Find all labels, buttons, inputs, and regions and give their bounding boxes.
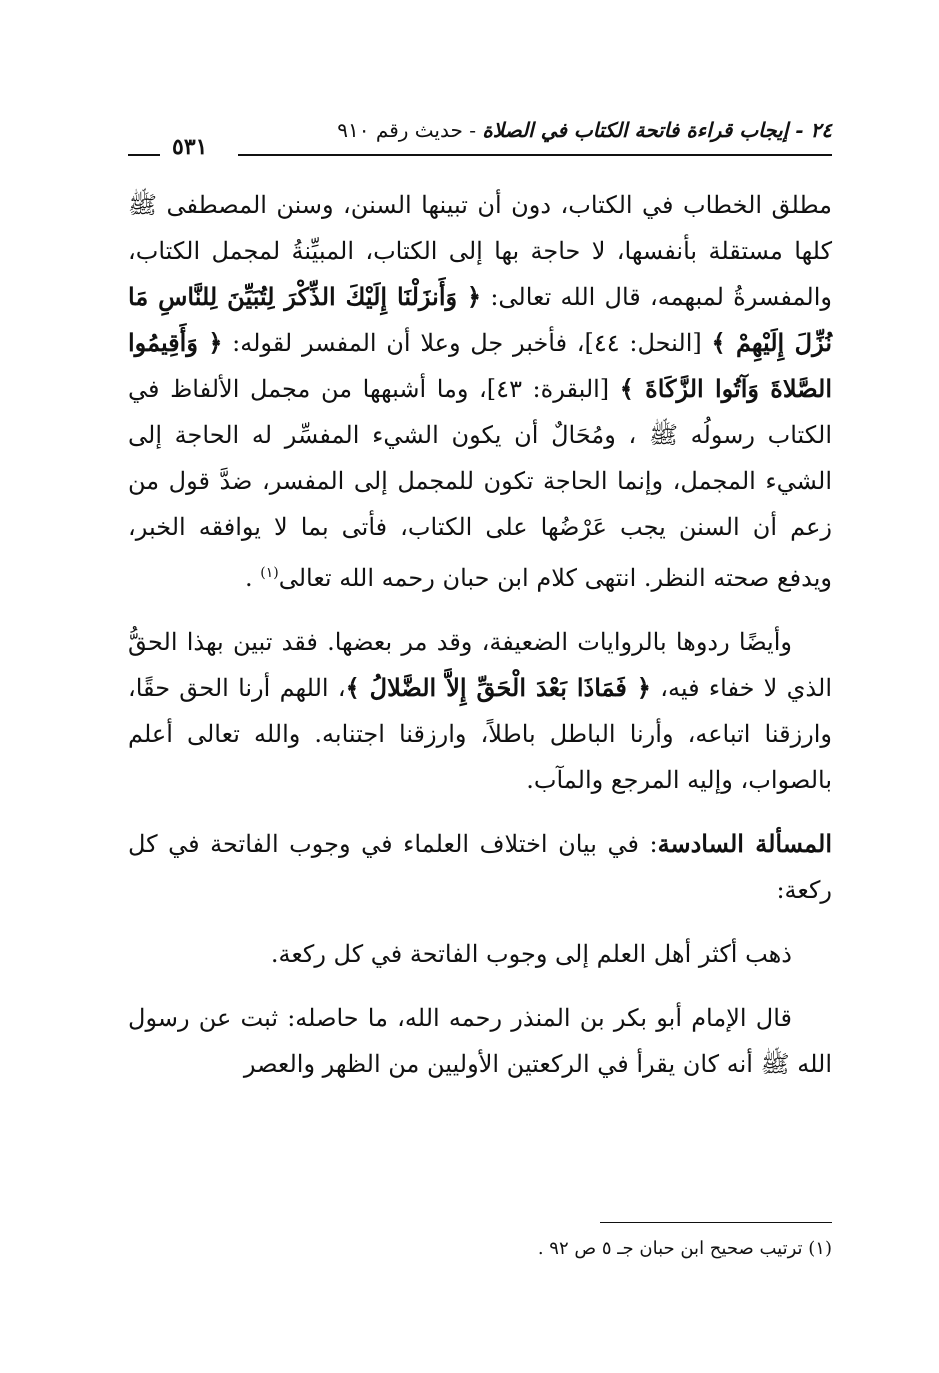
paragraph-1: [128, 182, 832, 601]
body-text: [128, 182, 832, 1087]
header-separator: -: [462, 118, 483, 142]
text-segment: [النحل: ٤٤]، فأخبر جل وعلا أن المفسر لقوله:: [222, 329, 712, 357]
text-segment: ، اللهم أرنا الحق حقًا، وارزقنا اتباعه، وأرنا الباطل باطلاً، وارزقنا اجتنابه. والله تعالى أعلم بالصواب، وإليه المرجع والمآب.: [128, 674, 833, 794]
header-rule-short: [128, 154, 160, 156]
header-title: [337, 118, 832, 142]
text-segment: قال الإمام أبو بكر بن المنذر رحمه الله، ما حاصله: ثبت عن رسول الله ﷺ أنه كان يقرأ في الركعتين الأوليين من الظهر والعصر: [128, 1004, 832, 1078]
page-number: ٥٣١: [172, 134, 208, 160]
text-segment: .: [244, 564, 261, 592]
text-segment: مطلق الخطاب في الكتاب، دون أن تبينها السنن، وسنن المصطفى ﷺ كلها مستقلة بأنفسها، لا حاجة بها إلى الكتاب، المبيِّنةُ لمجمل الكتاب، والمفسرةُ لمبهمه، قال الله تعالى:: [128, 191, 832, 311]
quran-verse: ﴿ وَأَقِيمُوا الصَّلاةَ وَآتُوا الزَّكَاةَ ﴾: [128, 328, 832, 403]
paragraph-2: [128, 619, 832, 803]
hadith-number: حديث رقم ٩١٠: [337, 118, 463, 142]
footnote-text: ترتيب صحيح ابن حبان جـ ٥ ص ٩٢ .: [537, 1238, 803, 1259]
text-segment: [البقرة: ٤٣]، وما أشبهها من مجمل الألفاظ في الكتاب رسولُه ﷺ ، ومُحَالٌ أن يكون الشيء المفسِّر له الحاجة إلى الشيء المجمل، وإنما الحاجة تكون للمجمل إلى المفسر، ضدَّ قول من زعم أن السنن يجب عَرْضُها على الكتاب، فأتى بما لا يوافقه الخبر، ويدفع صحته النظر. انتهى كلام ابن حبان رحمه الله تعالى: [128, 375, 832, 592]
footnote: [128, 1232, 832, 1266]
page-header: [128, 112, 832, 162]
section-heading: المسألة السادسة: [657, 829, 832, 858]
chapter-title: ٢٤ - إيجاب قراءة فاتحة الكتاب في الصلاة: [482, 118, 832, 142]
paragraph-3: [128, 821, 832, 913]
paragraph-4: [128, 931, 832, 977]
paragraph-5: [128, 995, 832, 1087]
footnote-marker: (١): [808, 1238, 832, 1259]
footnote-reference[interactable]: (١): [260, 565, 279, 581]
quran-verse: ﴿ وَأَنزَلْنَا إِلَيْكَ الذِّكْرَ لِتُبَيِّنَ لِلنَّاسِ مَا نُزِّلَ إِلَيْهِمْ ﴾: [128, 282, 833, 357]
quran-verse: ﴿ فَمَاذَا بَعْدَ الْحَقِّ إِلاَّ الضَّلالُ ﴾: [345, 673, 651, 702]
header-rule: [238, 154, 832, 156]
footnote-separator: [600, 1222, 832, 1223]
text-segment: ذهب أكثر أهل العلم إلى وجوب الفاتحة في كل ركعة.: [270, 940, 792, 968]
text-segment: وأيضًا ردوها بالروايات الضعيفة، وقد مر بعضها. فقد تبين بهذا الحقُّ الذي لا خفاء فيه،: [128, 628, 833, 702]
text-segment: : في بيان اختلاف العلماء في وجوب الفاتحة في كل ركعة:: [128, 830, 832, 904]
